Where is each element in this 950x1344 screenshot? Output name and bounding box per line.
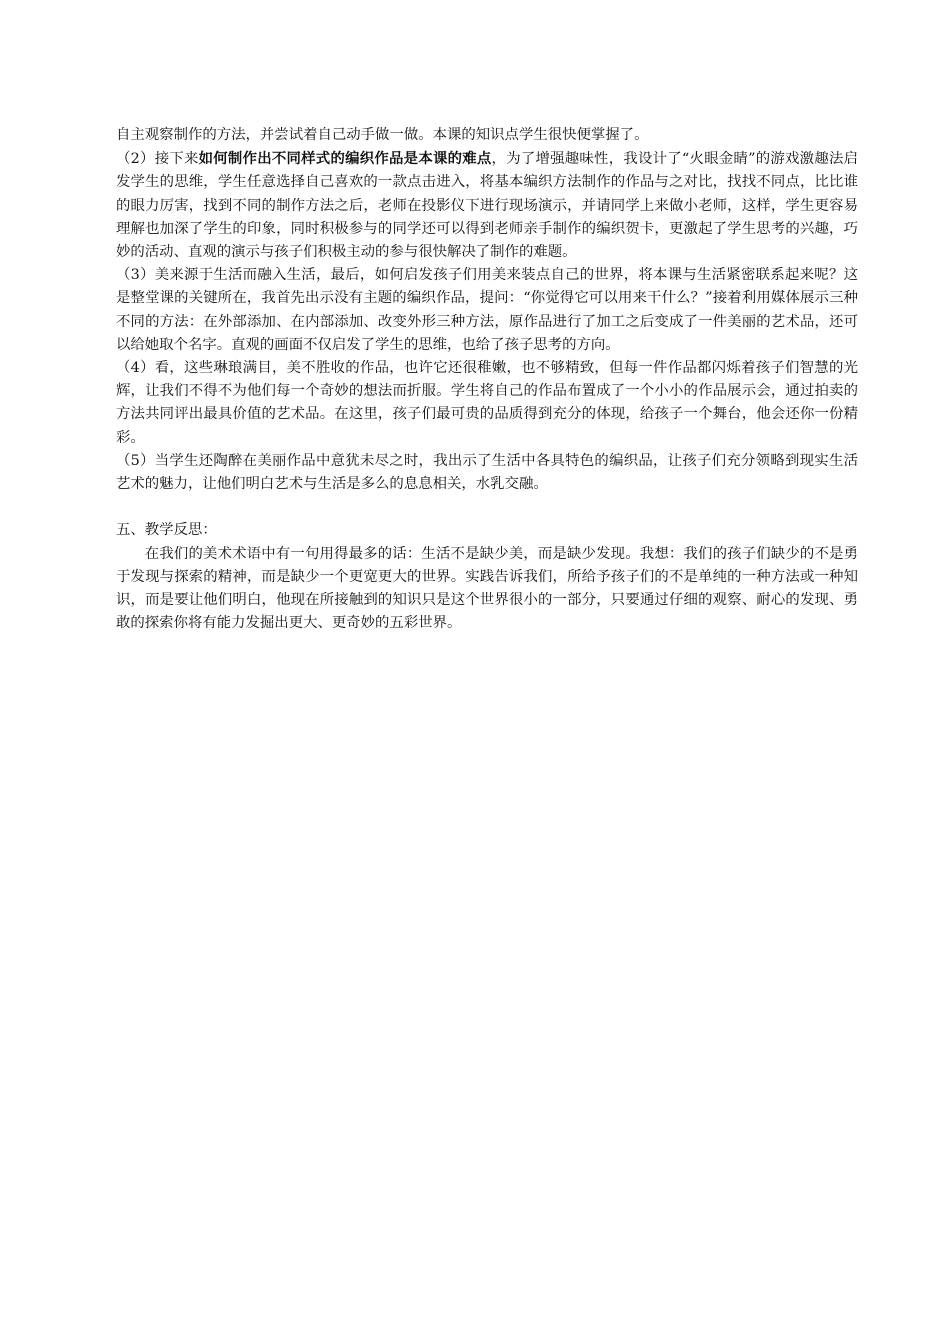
paragraph-difficulty-prefix: （2）接下来 — [116, 151, 199, 168]
paragraph-exhibition: （4）看，这些琳琅满目，美不胜收的作品，也许它还很稚嫩，也不够精致，但每一件作品都闪烁着孩子们智慧的光辉，让我们不得不为他们每一个奇妙的想法而折服。学生将自己的作品布置成了一个小小的作品展示会，通过拍卖的方法共同评出最具价值的艺术品。在这里，孩子们最可贵的品质得到充分的体现，给孩子一个舞台，他会还你一份精彩。 — [116, 360, 858, 446]
paragraph-difficulty-suffix: ，为了增强趣味性，我设计了“火眼金睛”的游戏激趣法启发学生的思维，学生任意选择自己喜欢的一款点击进入，将基本编织方法制作的作品与之对比，找找不同点，比比谁的眼力厉害，找到不同的制作方法之后，老师在投影仪下进行现场演示，并请同学上来做小老师，这样，学生更容易理解也加深了学生的印象，同时积极参与的同学还可以得到老师亲手制作的编织贺卡，更激起了学生思考的兴趣，巧妙的活动、直观的演示与孩子们积极主动的参与很快解决了制作的难题。 — [116, 151, 858, 261]
blank-line — [116, 496, 858, 519]
difficulty-highlight: 如何制作出不同样式的编织作品是本课的难点 — [198, 150, 492, 168]
paragraph-observation: 自主观察制作的方法，并尝试着自己动手做一做。本课的知识点学生很快便掌握了。 — [116, 127, 649, 143]
paragraph-life-connection: （3）美来源于生活而融入生活，最后，如何启发孩子们用美来装点自己的世界，将本课与生活紧密联系起来呢？这是整堂课的关键所在，我首先出示没有主题的编织作品，提问：“你觉得它可以用来干什么？”接着利用媒体展示三种不同的方法：在外部添加、在内部添加、改变外形三种方法，原作品进行了加工之后变成了一件美丽的艺术品，还可以给她取个名字。直观的画面不仅启发了学生的思维，也给了孩子思考的方向。 — [116, 267, 858, 353]
document-page — [116, 124, 858, 635]
paragraph-reflection: 在我们的美术术语中有一句用得最多的话：生活不是缺少美，而是缺少发现。我想：我们的孩子们缺少的不是勇于发现与探索的精神，而是缺少一个更宽更大的世界。实践告诉我们，所给予孩子们的不是单纯的一种方法或一种知识，而是要让他们明白，他现在所接触到的知识只是这个世界很小的一部分，只要通过仔细的观察、耐心的发现、勇敢的探索你将有能力发掘出更大、更奇妙的五彩世界。 — [116, 545, 858, 632]
paragraph-life-art: （5）当学生还陶醉在美丽作品中意犹未尽之时，我出示了生活中各具特色的编织品，让孩子们充分领略到现实生活艺术的魅力，让他们明白艺术与生活是多么的息息相关，水乳交融。 — [116, 452, 858, 493]
section-heading-reflection: 五、教学反思： — [116, 522, 217, 539]
paragraph-difficulty — [116, 147, 858, 264]
